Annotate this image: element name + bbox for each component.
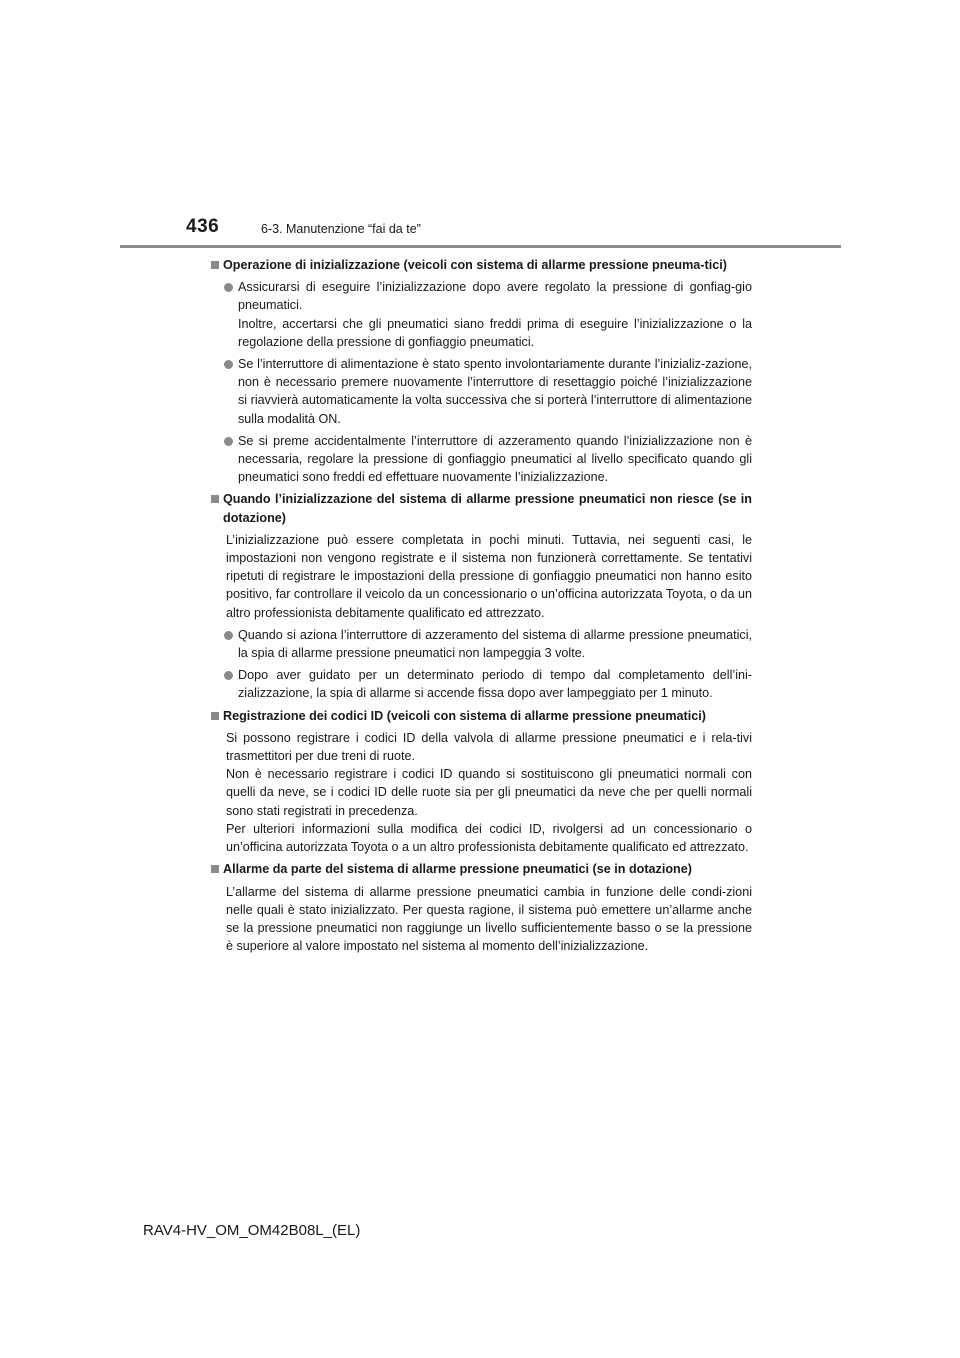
section-title: 6-3. Manutenzione “fai da te” bbox=[261, 222, 421, 236]
bullet-text: Assicurarsi di eseguire l’inizializzazione dopo avere regolato la pressione di gonfiag-gio pneumatici. Inoltre, accertarsi che gli pneumatici siano freddi prima di eseguire l’inizializzazione o la regolazione della pressione di gonfiaggio pneumatici. bbox=[238, 280, 752, 349]
section-heading bbox=[211, 256, 752, 274]
section-heading bbox=[211, 707, 752, 725]
section-heading bbox=[211, 860, 752, 878]
square-bullet-icon bbox=[211, 261, 219, 269]
paragraph: L’allarme del sistema di allarme pressione pneumatici cambia in funzione delle condi-zioni nelle quali è stato inizializzato. Per questa ragione, il sistema può emettere un’allarme anche se la pressione pneumatici non raggiunge un livello sufficientemente basso o se la pressione è superiore al valore impostato nel sistema al momento dell’inizializzazione. bbox=[226, 884, 752, 954]
paragraph: Si possono registrare i codici ID della valvola di allarme pressione pneumatici e i rela-tivi trasmettitori per due treni di ruote. Non è necessario registrare i codici ID quando si sostituiscono gli pneumatici normali con quelli da neve, se i codici ID delle ruote sia per gli pneumatici da neve che per quelli normali sono stati registrati in precedenza. Per ulteriori informazioni sulla modifica dei codici ID, rivolgersi ad un concessionario o un’officina autorizzata Toyota o a un altro professionista debitamente qualificato ed attrezzato. bbox=[226, 730, 752, 855]
bullet-item bbox=[211, 355, 752, 428]
heading-text: Operazione di inizializzazione (veicoli con sistema di allarme pressione pneuma-tici) bbox=[223, 258, 727, 272]
header-rule bbox=[120, 245, 841, 248]
circle-bullet-icon bbox=[224, 360, 233, 369]
bullet-text: Se si preme accidentalmente l’interruttore di azzeramento quando l’inizializzazione non è necessaria, regolare la pressione di gonfiaggio pneumatici al livello specificato quando gli pneumatici sono freddi ed effettuare nuovamente l’inizializzazione. bbox=[238, 433, 752, 485]
circle-bullet-icon bbox=[224, 437, 233, 446]
bullet-item bbox=[211, 666, 752, 702]
bullet-text: Quando si aziona l’interruttore di azzeramento del sistema di allarme pressione pneumatici, la spia di allarme pressione pneumatici non lampeggia 3 volte. bbox=[238, 627, 752, 661]
circle-bullet-icon bbox=[224, 283, 233, 292]
section-heading bbox=[211, 490, 752, 526]
circle-bullet-icon bbox=[224, 631, 233, 640]
bullet-item bbox=[211, 278, 752, 351]
paragraph: L’inizializzazione può essere completata in pochi minuti. Tuttavia, nei seguenti casi, le impostazioni non vengono registrate e il sistema non funzionerà correttamente. Se tentativi ripetuti di registrare le impostazioni della pressione di gonfiaggio pneumatici non hanno esito positivo, far controllare il veicolo da un concessionario o un’officina autorizzata Toyota, o da un altro professionista debitamente qualificato ed attrezzato. bbox=[226, 532, 752, 620]
bullet-item bbox=[211, 626, 752, 662]
heading-text: Quando l’inizializzazione del sistema di allarme pressione pneumatici non riesce (se in dotazione) bbox=[223, 492, 752, 525]
bullet-text: Dopo aver guidato per un determinato periodo di tempo dal completamento dell’ini-zializzazione, la spia di allarme si accende fissa dopo aver lampeggiato per 1 minuto. bbox=[238, 668, 752, 701]
footer-code: RAV4-HV_OM_OM42B08L_(EL) bbox=[143, 1222, 361, 1239]
heading-text: Registrazione dei codici ID (veicoli con sistema di allarme pressione pneumatici) bbox=[223, 708, 706, 723]
circle-bullet-icon bbox=[224, 671, 233, 680]
heading-text: Allarme da parte del sistema di allarme pressione pneumatici (se in dotazione) bbox=[223, 862, 692, 877]
square-bullet-icon bbox=[211, 712, 219, 720]
square-bullet-icon bbox=[211, 495, 219, 503]
page-number: 436 bbox=[186, 216, 220, 237]
square-bullet-icon bbox=[211, 865, 219, 873]
bullet-item bbox=[211, 432, 752, 487]
bullet-text: Se l’interruttore di alimentazione è stato spento involontariamente durante l’inizializ-zazione, non è necessario premere nuovamente l’interruttore di resettaggio poiché l’inizializzazione si riavvierà automaticamente la volta successiva che si porterà l’interruttore di alimentazione sulla modalità ON. bbox=[238, 357, 752, 426]
content bbox=[211, 252, 752, 955]
